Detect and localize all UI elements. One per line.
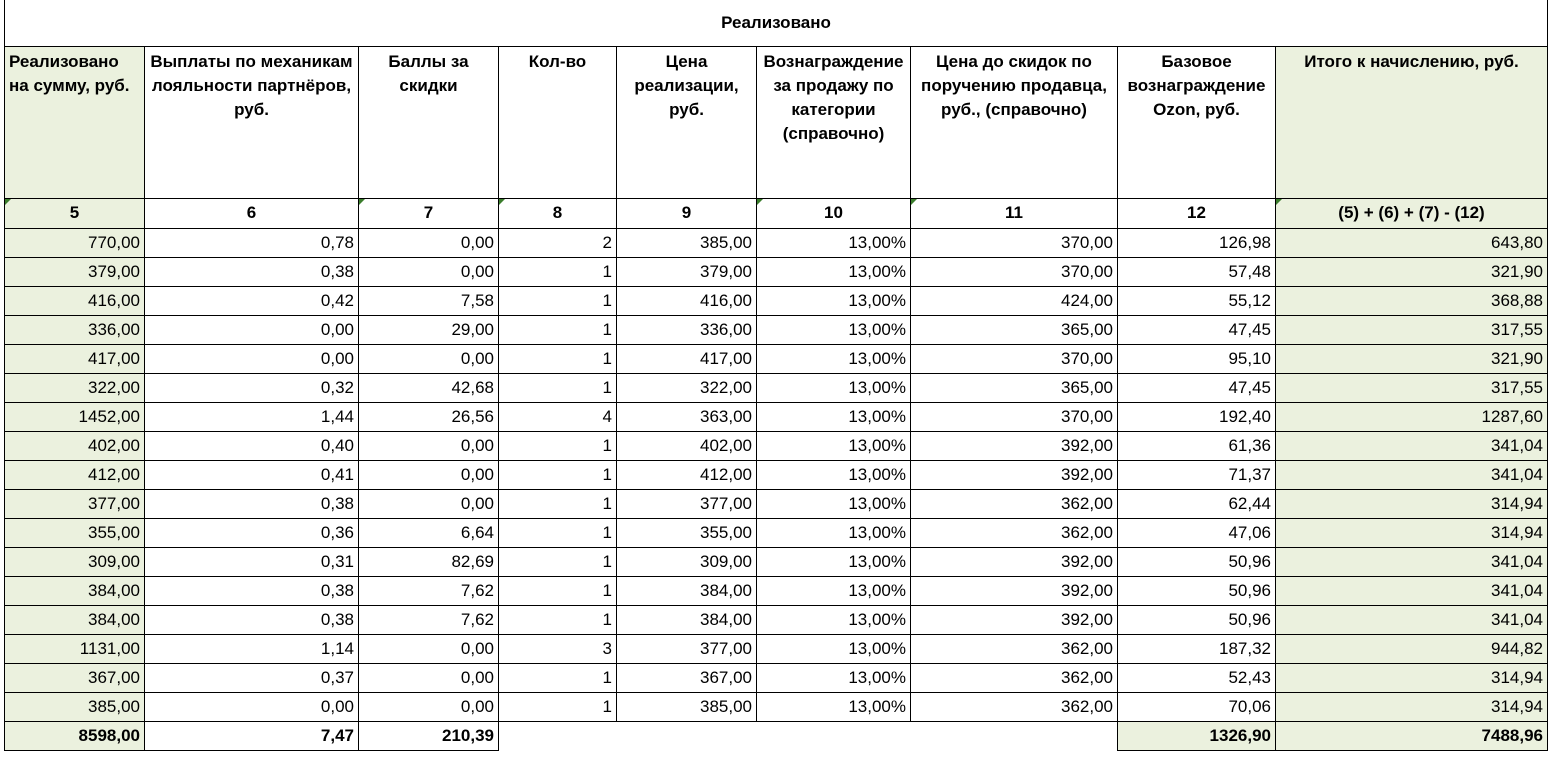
cell-category-fee[interactable]: 13,00% xyxy=(757,373,911,402)
total-sold-amount[interactable]: 8598,00 xyxy=(5,721,145,750)
table-row xyxy=(5,634,1548,663)
cell-discount-points[interactable]: 0,00 xyxy=(359,692,499,721)
cell-sale-price[interactable]: 384,00 xyxy=(617,605,757,634)
cell-category-fee[interactable]: 13,00% xyxy=(757,286,911,315)
cell-base-fee[interactable]: 61,36 xyxy=(1118,431,1276,460)
cell-discount-points[interactable]: 0,00 xyxy=(359,257,499,286)
cell-category-fee[interactable]: 13,00% xyxy=(757,315,911,344)
cell-price-before-discount[interactable]: 365,00 xyxy=(911,315,1118,344)
cell-sale-price[interactable]: 367,00 xyxy=(617,663,757,692)
header-sale-price[interactable]: Цена реализации, руб. xyxy=(617,46,757,198)
section-title[interactable]: Реализовано xyxy=(5,0,1548,46)
cell-loyalty-payments[interactable]: 0,38 xyxy=(145,605,359,634)
cell-total-accrual[interactable]: 321,90 xyxy=(1276,257,1548,286)
cell-sale-price[interactable]: 384,00 xyxy=(617,576,757,605)
cell-total-accrual[interactable]: 341,04 xyxy=(1276,605,1548,634)
cell-category-fee[interactable]: 13,00% xyxy=(757,663,911,692)
cell-quantity[interactable]: 1 xyxy=(499,692,617,721)
cell-base-fee[interactable]: 71,37 xyxy=(1118,460,1276,489)
cell-loyalty-payments[interactable]: 0,41 xyxy=(145,460,359,489)
col-number-11[interactable]: 11 xyxy=(911,198,1118,228)
cell-category-fee[interactable]: 13,00% xyxy=(757,344,911,373)
cell-discount-points[interactable]: 7,58 xyxy=(359,286,499,315)
cell-category-fee[interactable]: 13,00% xyxy=(757,605,911,634)
cell-quantity[interactable]: 1 xyxy=(499,547,617,576)
table-row xyxy=(5,228,1548,257)
table-row xyxy=(5,402,1548,431)
title-row xyxy=(5,0,1548,46)
cell-price-before-discount[interactable]: 362,00 xyxy=(911,663,1118,692)
cell-base-fee[interactable]: 50,96 xyxy=(1118,576,1276,605)
cell-loyalty-payments[interactable]: 0,31 xyxy=(145,547,359,576)
sales-report-table xyxy=(4,0,1548,751)
cell-loyalty-payments[interactable]: 0,00 xyxy=(145,315,359,344)
cell-loyalty-payments[interactable]: 0,40 xyxy=(145,431,359,460)
cell-total-accrual[interactable]: 314,94 xyxy=(1276,663,1548,692)
cell-base-fee[interactable]: 47,45 xyxy=(1118,373,1276,402)
table-row xyxy=(5,460,1548,489)
cell-discount-points[interactable]: 0,00 xyxy=(359,489,499,518)
table-row xyxy=(5,547,1548,576)
cell-total-accrual[interactable]: 314,94 xyxy=(1276,692,1548,721)
cell-discount-points[interactable]: 0,00 xyxy=(359,228,499,257)
cell-base-fee[interactable]: 47,06 xyxy=(1118,518,1276,547)
table-row xyxy=(5,663,1548,692)
col-number-12[interactable]: 12 xyxy=(1118,198,1276,228)
cell-sold-amount[interactable]: 416,00 xyxy=(5,286,145,315)
table-row xyxy=(5,518,1548,547)
cell-price-before-discount[interactable]: 392,00 xyxy=(911,547,1118,576)
cell-discount-points[interactable]: 0,00 xyxy=(359,460,499,489)
col-number-formula[interactable]: (5) + (6) + (7) - (12) xyxy=(1276,198,1548,228)
cell-quantity[interactable]: 3 xyxy=(499,634,617,663)
cell-base-fee[interactable]: 95,10 xyxy=(1118,344,1276,373)
col-number-9[interactable]: 9 xyxy=(617,198,757,228)
cell-sold-amount[interactable]: 367,00 xyxy=(5,663,145,692)
cell-quantity[interactable]: 1 xyxy=(499,431,617,460)
cell-quantity[interactable]: 1 xyxy=(499,315,617,344)
cell-sale-price[interactable]: 412,00 xyxy=(617,460,757,489)
cell-sale-price[interactable]: 363,00 xyxy=(617,402,757,431)
cell-quantity[interactable]: 1 xyxy=(499,344,617,373)
cell-sold-amount[interactable]: 385,00 xyxy=(5,692,145,721)
cell-category-fee[interactable]: 13,00% xyxy=(757,228,911,257)
cell-quantity[interactable]: 1 xyxy=(499,257,617,286)
col-number-6[interactable]: 6 xyxy=(145,198,359,228)
col-number-8[interactable]: 8 xyxy=(499,198,617,228)
cell-sale-price[interactable]: 322,00 xyxy=(617,373,757,402)
cell-discount-points[interactable]: 6,64 xyxy=(359,518,499,547)
cell-quantity[interactable]: 1 xyxy=(499,576,617,605)
cell-price-before-discount[interactable]: 370,00 xyxy=(911,344,1118,373)
cell-loyalty-payments[interactable]: 1,14 xyxy=(145,634,359,663)
cell-base-fee[interactable]: 62,44 xyxy=(1118,489,1276,518)
cell-loyalty-payments[interactable]: 0,38 xyxy=(145,489,359,518)
column-number-row xyxy=(5,198,1548,228)
cell-price-before-discount[interactable]: 370,00 xyxy=(911,402,1118,431)
cell-quantity[interactable]: 1 xyxy=(499,460,617,489)
cell-loyalty-payments[interactable]: 0,36 xyxy=(145,518,359,547)
cell-base-fee[interactable]: 50,96 xyxy=(1118,605,1276,634)
cell-sold-amount[interactable]: 417,00 xyxy=(5,344,145,373)
total-discount-points[interactable]: 210,39 xyxy=(359,721,499,750)
cell-category-fee[interactable]: 13,00% xyxy=(757,460,911,489)
cell-total-accrual[interactable]: 314,94 xyxy=(1276,518,1548,547)
table-row xyxy=(5,315,1548,344)
cell-price-before-discount[interactable]: 362,00 xyxy=(911,518,1118,547)
table-row xyxy=(5,692,1548,721)
cell-sold-amount[interactable]: 412,00 xyxy=(5,460,145,489)
cell-price-before-discount[interactable]: 362,00 xyxy=(911,692,1118,721)
cell-total-accrual[interactable]: 341,04 xyxy=(1276,431,1548,460)
header-category-fee[interactable]: Вознаграждение за продажу по категории (справочно) xyxy=(757,46,911,198)
cell-price-before-discount[interactable]: 370,00 xyxy=(911,228,1118,257)
cell-sold-amount[interactable]: 377,00 xyxy=(5,489,145,518)
cell-discount-points[interactable]: 26,56 xyxy=(359,402,499,431)
cell-total-accrual[interactable]: 341,04 xyxy=(1276,547,1548,576)
cell-quantity[interactable]: 1 xyxy=(499,518,617,547)
cell-sold-amount[interactable]: 402,00 xyxy=(5,431,145,460)
cell-sold-amount[interactable]: 379,00 xyxy=(5,257,145,286)
col-number-5[interactable]: 5 xyxy=(5,198,145,228)
cell-discount-points[interactable]: 0,00 xyxy=(359,634,499,663)
cell-sold-amount[interactable]: 1131,00 xyxy=(5,634,145,663)
cell-sale-price[interactable]: 355,00 xyxy=(617,518,757,547)
cell-base-fee[interactable]: 55,12 xyxy=(1118,286,1276,315)
cell-loyalty-payments[interactable]: 0,32 xyxy=(145,373,359,402)
header-price-before-discount[interactable]: Цена до скидок по поручению продавца, руб., (справочно) xyxy=(911,46,1118,198)
cell-sale-price[interactable]: 377,00 xyxy=(617,634,757,663)
table-row xyxy=(5,257,1548,286)
cell-category-fee[interactable]: 13,00% xyxy=(757,692,911,721)
total-accrual[interactable]: 7488,96 xyxy=(1276,721,1548,750)
table-row xyxy=(5,489,1548,518)
cell-base-fee[interactable]: 70,06 xyxy=(1118,692,1276,721)
cell-price-before-discount[interactable]: 424,00 xyxy=(911,286,1118,315)
cell-loyalty-payments[interactable]: 1,44 xyxy=(145,402,359,431)
totals-row xyxy=(5,721,1548,750)
cell-sale-price[interactable]: 385,00 xyxy=(617,692,757,721)
table-row xyxy=(5,431,1548,460)
cell-quantity[interactable]: 1 xyxy=(499,489,617,518)
cell-discount-points[interactable]: 29,00 xyxy=(359,315,499,344)
table-row xyxy=(5,605,1548,634)
cell-total-accrual[interactable]: 321,90 xyxy=(1276,344,1548,373)
cell-total-accrual[interactable]: 1287,60 xyxy=(1276,402,1548,431)
header-quantity[interactable]: Кол-во xyxy=(499,46,617,198)
cell-price-before-discount[interactable]: 392,00 xyxy=(911,460,1118,489)
col-number-7[interactable]: 7 xyxy=(359,198,499,228)
cell-total-accrual[interactable]: 368,88 xyxy=(1276,286,1548,315)
cell-total-accrual[interactable]: 317,55 xyxy=(1276,315,1548,344)
header-loyalty-payments[interactable]: Выплаты по механикам лояльности партнёров, руб. xyxy=(145,46,359,198)
cell-sold-amount[interactable]: 355,00 xyxy=(5,518,145,547)
cell-sale-price[interactable]: 379,00 xyxy=(617,257,757,286)
cell-sold-amount[interactable]: 322,00 xyxy=(5,373,145,402)
cell-price-before-discount[interactable]: 365,00 xyxy=(911,373,1118,402)
cell-total-accrual[interactable]: 944,82 xyxy=(1276,634,1548,663)
table-row xyxy=(5,344,1548,373)
cell-category-fee[interactable]: 13,00% xyxy=(757,257,911,286)
header-sold-amount[interactable]: Реализовано на сумму, руб. xyxy=(5,46,145,198)
cell-sale-price[interactable]: 417,00 xyxy=(617,344,757,373)
cell-base-fee[interactable]: 192,40 xyxy=(1118,402,1276,431)
cell-base-fee[interactable]: 47,45 xyxy=(1118,315,1276,344)
cell-base-fee[interactable]: 50,96 xyxy=(1118,547,1276,576)
cell-category-fee[interactable]: 13,00% xyxy=(757,634,911,663)
cell-loyalty-payments[interactable]: 0,38 xyxy=(145,576,359,605)
table-row xyxy=(5,576,1548,605)
col-number-10[interactable]: 10 xyxy=(757,198,911,228)
cell-category-fee[interactable]: 13,00% xyxy=(757,402,911,431)
cell-sale-price[interactable]: 377,00 xyxy=(617,489,757,518)
cell-loyalty-payments[interactable]: 0,37 xyxy=(145,663,359,692)
cell-base-fee[interactable]: 187,32 xyxy=(1118,634,1276,663)
cell-discount-points[interactable]: 7,62 xyxy=(359,576,499,605)
header-row xyxy=(5,46,1548,198)
cell-discount-points[interactable]: 42,68 xyxy=(359,373,499,402)
cell-total-accrual[interactable]: 317,55 xyxy=(1276,373,1548,402)
table-row xyxy=(5,373,1548,402)
cell-price-before-discount[interactable]: 362,00 xyxy=(911,489,1118,518)
header-base-fee[interactable]: Базовое вознаграждение Ozon, руб. xyxy=(1118,46,1276,198)
cell-total-accrual[interactable]: 314,94 xyxy=(1276,489,1548,518)
cell-quantity[interactable]: 4 xyxy=(499,402,617,431)
cell-quantity[interactable]: 1 xyxy=(499,286,617,315)
cell-price-before-discount[interactable]: 370,00 xyxy=(911,257,1118,286)
cell-sale-price[interactable]: 336,00 xyxy=(617,315,757,344)
cell-sale-price[interactable]: 416,00 xyxy=(617,286,757,315)
cell-quantity[interactable]: 1 xyxy=(499,373,617,402)
cell-price-before-discount[interactable]: 392,00 xyxy=(911,576,1118,605)
cell-total-accrual[interactable]: 341,04 xyxy=(1276,460,1548,489)
cell-loyalty-payments[interactable]: 0,00 xyxy=(145,344,359,373)
cell-base-fee[interactable]: 57,48 xyxy=(1118,257,1276,286)
table-row xyxy=(5,286,1548,315)
cell-sold-amount[interactable]: 384,00 xyxy=(5,605,145,634)
cell-price-before-discount[interactable]: 362,00 xyxy=(911,634,1118,663)
cell-discount-points[interactable]: 82,69 xyxy=(359,547,499,576)
cell-discount-points[interactable]: 0,00 xyxy=(359,663,499,692)
cell-loyalty-payments[interactable]: 0,42 xyxy=(145,286,359,315)
cell-loyalty-payments[interactable]: 0,38 xyxy=(145,257,359,286)
cell-sale-price[interactable]: 402,00 xyxy=(617,431,757,460)
cell-sold-amount[interactable]: 309,00 xyxy=(5,547,145,576)
cell-category-fee[interactable]: 13,00% xyxy=(757,431,911,460)
cell-category-fee[interactable]: 13,00% xyxy=(757,576,911,605)
cell-loyalty-payments[interactable]: 0,00 xyxy=(145,692,359,721)
cell-total-accrual[interactable]: 341,04 xyxy=(1276,576,1548,605)
cell-discount-points[interactable]: 7,62 xyxy=(359,605,499,634)
cell-sold-amount[interactable]: 1452,00 xyxy=(5,402,145,431)
cell-quantity[interactable]: 2 xyxy=(499,228,617,257)
cell-total-accrual[interactable]: 643,80 xyxy=(1276,228,1548,257)
cell-quantity[interactable]: 1 xyxy=(499,605,617,634)
cell-category-fee[interactable]: 13,00% xyxy=(757,489,911,518)
cell-price-before-discount[interactable]: 392,00 xyxy=(911,605,1118,634)
cell-sold-amount[interactable]: 336,00 xyxy=(5,315,145,344)
cell-loyalty-payments[interactable]: 0,78 xyxy=(145,228,359,257)
cell-base-fee[interactable]: 126,98 xyxy=(1118,228,1276,257)
cell-quantity[interactable]: 1 xyxy=(499,663,617,692)
cell-category-fee[interactable]: 13,00% xyxy=(757,518,911,547)
header-total-accrual[interactable]: Итого к начислению, руб. xyxy=(1276,46,1548,198)
cell-sold-amount[interactable]: 770,00 xyxy=(5,228,145,257)
cell-sale-price[interactable]: 309,00 xyxy=(617,547,757,576)
cell-category-fee[interactable]: 13,00% xyxy=(757,547,911,576)
totals-empty-cell[interactable] xyxy=(499,721,1118,750)
total-base-fee[interactable]: 1326,90 xyxy=(1118,721,1276,750)
header-discount-points[interactable]: Баллы за скидки xyxy=(359,46,499,198)
cell-base-fee[interactable]: 52,43 xyxy=(1118,663,1276,692)
cell-sale-price[interactable]: 385,00 xyxy=(617,228,757,257)
cell-discount-points[interactable]: 0,00 xyxy=(359,431,499,460)
cell-price-before-discount[interactable]: 392,00 xyxy=(911,431,1118,460)
total-loyalty-payments[interactable]: 7,47 xyxy=(145,721,359,750)
cell-discount-points[interactable]: 0,00 xyxy=(359,344,499,373)
cell-sold-amount[interactable]: 384,00 xyxy=(5,576,145,605)
